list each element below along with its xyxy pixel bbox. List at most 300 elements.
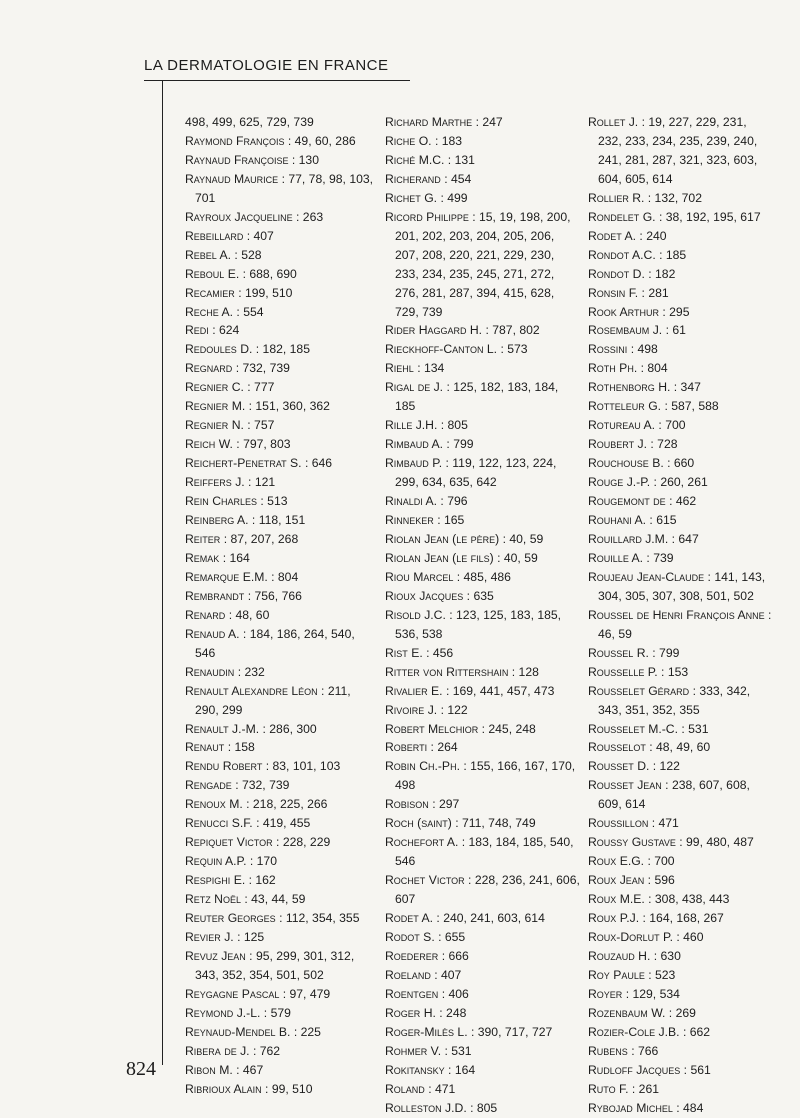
index-entry-pages: : 390, 717, 727 — [467, 1024, 553, 1039]
index-entry — [185, 113, 375, 132]
index-entry — [185, 985, 375, 1004]
index-entry — [588, 549, 773, 568]
index-entry — [588, 321, 773, 340]
index-entry-pages: : 228, 236, 241, 606, 607 — [395, 873, 580, 907]
index-entry-pages: : 662 — [679, 1024, 711, 1039]
index-entry-pages: : 624 — [208, 323, 240, 338]
index-entry — [588, 663, 773, 682]
index-entry-pages: : 467 — [232, 1062, 264, 1077]
index-entry-name: Repiquet Victor — [185, 835, 273, 850]
index-entry-name: Rembrandt — [185, 588, 245, 603]
index-entry-name: Rozenbaum W. — [588, 1005, 666, 1020]
index-entry — [385, 189, 580, 208]
index-entry-name: Rimbaud P. — [385, 456, 443, 471]
index-entry — [588, 720, 773, 739]
index-entry-pages: : 766 — [627, 1043, 659, 1058]
index-entry-pages: : 407 — [430, 967, 462, 982]
index-entry — [588, 606, 773, 644]
index-entry-pages: : 130 — [288, 152, 319, 167]
index-entry — [185, 1061, 375, 1080]
index-entry — [588, 189, 773, 208]
index-entry — [588, 1099, 773, 1118]
index-entry — [385, 530, 580, 549]
index-entry-pages: : 333, 342, 343, 351, 352, 355 — [598, 683, 751, 717]
index-entry-name: Riolan Jean (le père) — [385, 531, 500, 546]
index-entry — [385, 833, 580, 871]
index-entry — [185, 511, 375, 530]
index-entry-pages: : 281 — [638, 285, 669, 300]
index-entry-pages: : 46, 59 — [598, 607, 772, 641]
index-entry-pages: : 199, 510 — [234, 285, 293, 300]
index-entry-pages: : 182, 185 — [252, 342, 310, 357]
index-entry-pages: : 118, 151 — [248, 513, 306, 528]
index-entry-name: Roederer — [385, 948, 439, 963]
index-entry-pages: : 596 — [644, 873, 675, 888]
index-entry-pages: : 804 — [267, 569, 299, 584]
index-entry-name: Richet G. — [385, 190, 438, 205]
index-entry — [185, 454, 375, 473]
index-entry — [385, 151, 580, 170]
index-entry-pages: : 48, 49, 60 — [645, 740, 711, 755]
index-entry-name: Royer — [588, 986, 623, 1001]
index-entry — [588, 208, 773, 227]
index-entry — [185, 757, 375, 776]
index-entry-pages: : 660 — [663, 456, 695, 471]
index-entry-name: Roth Ph. — [588, 361, 638, 376]
index-entry-pages: : 218, 225, 266 — [242, 797, 328, 812]
index-entry-pages: : 484 — [672, 1100, 704, 1115]
index-entry-pages: : 184, 186, 264, 540, 546 — [195, 626, 355, 660]
index-entry-name: Rokitansky — [385, 1062, 445, 1077]
index-entry — [185, 625, 375, 663]
index-entry-name: Rousselet M.-C. — [588, 721, 678, 736]
index-entry — [185, 492, 375, 511]
index-entry-name: Rousselot — [588, 740, 646, 755]
index-column-1 — [185, 113, 375, 1099]
index-entry-pages: : 49, 60, 286 — [284, 133, 356, 148]
index-entry-name: Reymond J.-L. — [185, 1005, 261, 1020]
index-entry-pages: : 799 — [443, 437, 474, 452]
index-entry — [185, 833, 375, 852]
index-entry-name: Regnier N. — [185, 418, 244, 433]
index-entry-name: Requin A.P. — [185, 854, 247, 869]
index-entry — [385, 795, 580, 814]
page-number: 824 — [126, 1058, 156, 1080]
index-entry-name: Roentgen — [385, 986, 439, 1001]
index-entry-name: Ribon M. — [185, 1062, 233, 1077]
index-entry-name: Reynaud-Mendel B. — [185, 1024, 291, 1039]
index-entry — [588, 303, 773, 322]
index-entry-pages: : 471 — [648, 816, 679, 831]
index-entry-name: Renucci S.F. — [185, 816, 253, 831]
index-entry-name: Riché M.C. — [385, 152, 445, 167]
index-entry — [185, 1023, 375, 1042]
index-entry-name: Roussillon — [588, 816, 649, 831]
index-entry — [185, 738, 375, 757]
index-entry-name: Roger-Milès L. — [385, 1024, 468, 1039]
index-entry-pages: : 728 — [647, 437, 678, 452]
index-entry — [385, 871, 580, 909]
index-entry-pages: : 40, 59 — [499, 531, 544, 546]
index-entry-pages: : 228, 229 — [272, 835, 331, 850]
index-entry-name: Roussel R. — [588, 645, 649, 660]
index-entry-pages: : 286, 300 — [259, 721, 317, 736]
index-entry — [185, 473, 375, 492]
index-entry-pages: : 804 — [637, 361, 668, 376]
index-entry-name: Rondot D. — [588, 266, 645, 281]
index-entry — [385, 170, 580, 189]
index-entry-pages: : 269 — [665, 1005, 696, 1020]
index-entry-pages: : 170 — [246, 854, 277, 869]
index-entry-name: Renault J.-M. — [185, 721, 260, 736]
index-entry-pages: : 131 — [444, 152, 475, 167]
index-entry-pages: : 128 — [508, 664, 539, 679]
index-entry-name: Rolleston J.D. — [385, 1100, 467, 1115]
index-entry-name: Rondot A.C. — [588, 247, 656, 262]
index-entry-name: Robert Melchior — [385, 721, 479, 736]
index-entry — [185, 416, 375, 435]
index-entry-name: Rioux Jacques — [385, 588, 464, 603]
index-entry — [588, 985, 773, 1004]
index-entry — [385, 1099, 580, 1118]
index-entry-pages: : 19, 227, 229, 231, 232, 233, 234, 235, 239, 240, 241, 281, 287, 321, 323, 603, 604, 605, 614 — [598, 115, 758, 186]
index-entry-pages: : 238, 607, 608, 609, 614 — [598, 778, 750, 812]
index-entry — [588, 1042, 773, 1061]
index-entry-name: Rothenborg H. — [588, 380, 671, 395]
index-entry — [185, 435, 375, 454]
index-entry — [185, 1080, 375, 1099]
index-entry-name: Riehl — [385, 361, 414, 376]
index-entry-pages: : 297 — [428, 797, 460, 812]
index-entry-pages: : 125, 182, 183, 184, 185 — [395, 380, 559, 414]
index-entry-name: Remarque E.M. — [185, 569, 268, 584]
index-entry — [385, 416, 580, 435]
index-entry — [588, 530, 773, 549]
index-entry-pages: : 211, 290, 299 — [195, 683, 351, 717]
index-entry-name: Roeland — [385, 967, 431, 982]
index-entry — [385, 511, 580, 530]
index-entry-pages: : 183, 184, 185, 540, 546 — [395, 835, 574, 869]
index-entry — [385, 909, 580, 928]
index-entry-name: Remak — [185, 550, 220, 565]
index-entry-name: Rotureau A. — [588, 418, 656, 433]
index-entry-pages: : 263 — [292, 209, 324, 224]
index-entry-pages: : 308, 438, 443 — [644, 892, 730, 907]
index-entry-pages: : 182 — [644, 266, 676, 281]
index-entry-pages: : 248 — [435, 1005, 467, 1020]
index-entry-pages: : 260, 261 — [650, 475, 708, 490]
index-entry-name: Rivalier E. — [385, 683, 443, 698]
index-entry — [385, 928, 580, 947]
index-entry-pages: : 700 — [655, 418, 686, 433]
index-entry-pages: : 615 — [646, 513, 677, 528]
margin-rule — [162, 80, 163, 1065]
index-entry-pages: : 15, 19, 198, 200, 201, 202, 203, 204, 205, 206, 207, 208, 220, 221, 229, 230, 233, 234, 235, 245, 271, 272, 276, 281, 287, 394, 415, 628, 729, 739 — [395, 209, 571, 319]
index-entry-name: Rengade — [185, 778, 232, 793]
index-entry — [588, 284, 773, 303]
index-entry-pages: : 43, 44, 59 — [241, 892, 306, 907]
index-entry-name: Rollier R. — [588, 190, 645, 205]
index-entry-pages: : 122 — [649, 759, 680, 774]
index-entry-name: Ribera de J. — [185, 1043, 250, 1058]
index-entry-pages: : 756, 766 — [244, 588, 302, 603]
index-entry — [588, 1061, 773, 1080]
index-entry — [588, 833, 773, 852]
index-entry-name: Rebel A. — [185, 247, 232, 262]
index-entry — [385, 1080, 580, 1099]
index-entry — [588, 682, 773, 720]
index-entry-pages: : 561 — [680, 1062, 711, 1077]
index-entry — [185, 720, 375, 739]
index-entry — [185, 568, 375, 587]
index-entry-name: Rousselet Gérard — [588, 683, 690, 698]
index-entry — [588, 776, 773, 814]
index-entry-name: Roubert J. — [588, 437, 648, 452]
index-entry — [385, 1023, 580, 1042]
index-entry — [185, 265, 375, 284]
index-entry — [588, 1080, 773, 1099]
index-entry-pages: : 164, 168, 267 — [639, 911, 724, 926]
index-entry-pages: : 151, 360, 362 — [245, 399, 330, 414]
index-entry-name: Rozier-Cole J.B. — [588, 1024, 680, 1039]
index-entry-name: Rouchouse B. — [588, 456, 664, 471]
index-entry — [588, 435, 773, 454]
index-entry-name: Reich W. — [185, 437, 233, 452]
index-entry-pages: : 158 — [224, 740, 255, 755]
index-entry-pages: : 232 — [234, 664, 265, 679]
index-entry-pages: 498, 499, 625, 729, 739 — [185, 115, 314, 129]
index-entry — [185, 909, 375, 928]
index-entry-pages: : 225 — [290, 1024, 321, 1039]
index-entry — [185, 170, 375, 208]
index-entry-name: Rodet A. — [385, 911, 434, 926]
index-entry-pages: : 797, 803 — [232, 437, 291, 452]
index-entry-pages: : 498 — [627, 342, 658, 357]
index-entry-name: Raynaud Maurice — [185, 171, 279, 186]
index-entry-name: Rigal de J. — [385, 380, 444, 395]
index-entry-name: Rossini — [588, 342, 628, 357]
index-entry — [385, 435, 580, 454]
index-entry-pages: : 240 — [636, 228, 667, 243]
index-entry-name: Rebeillard — [185, 228, 244, 243]
index-entry-name: Reche A. — [185, 304, 234, 319]
index-entry-pages: : 40, 59 — [493, 550, 538, 565]
index-entry-name: Rohmer V. — [385, 1043, 442, 1058]
running-header-title: LA DERMATOLOGIE EN FRANCE — [144, 57, 389, 74]
index-entry-name: Roux E.G. — [588, 854, 645, 869]
index-entry-name: Rosembaum J. — [588, 323, 663, 338]
index-entry-name: Riou Marcel — [385, 569, 454, 584]
index-entry-name: Renaudin — [185, 664, 235, 679]
index-entry-pages: : 688, 690 — [239, 266, 297, 281]
index-entry — [185, 530, 375, 549]
index-entry-pages: : 155, 166, 167, 170, 498 — [395, 759, 576, 793]
index-entry-name: Reichert-Penetrat S. — [185, 456, 302, 471]
index-entry-name: Rider Haggard H. — [385, 323, 483, 338]
index-entry — [588, 890, 773, 909]
index-entry-name: Ribrioux Alain — [185, 1081, 262, 1096]
index-entry-name: Rudloff Jacques — [588, 1062, 681, 1077]
index-column-2 — [385, 113, 580, 1118]
index-entry — [385, 321, 580, 340]
index-entry — [185, 227, 375, 246]
index-entry-name: Rollet J. — [588, 115, 639, 129]
index-entry-pages: : 48, 60 — [225, 607, 270, 622]
index-entry-name: Rinneker — [385, 513, 434, 528]
index-entry — [588, 246, 773, 265]
index-entry-name: Renaut — [185, 740, 225, 755]
index-entry-name: Respighi E. — [185, 873, 246, 888]
index-entry — [185, 132, 375, 151]
index-entry-name: Rousset Jean — [588, 778, 662, 793]
index-entry-pages: : 123, 125, 183, 185, 536, 538 — [395, 607, 562, 641]
index-entry — [588, 1004, 773, 1023]
index-entry — [185, 587, 375, 606]
index-entry-pages: : 587, 588 — [661, 399, 719, 414]
index-entry — [185, 340, 375, 359]
index-entry-name: Robison — [385, 797, 429, 812]
index-entry — [385, 720, 580, 739]
index-entry-pages: : 666 — [438, 948, 469, 963]
index-entry-name: Robin Ch.-Ph. — [385, 759, 460, 774]
index-entry-name: Reygagne Pascal — [185, 986, 280, 1001]
index-entry-pages: : 419, 455 — [252, 816, 311, 831]
index-entry-name: Reuter Georges — [185, 911, 276, 926]
index-entry — [588, 265, 773, 284]
index-entry — [588, 492, 773, 511]
index-entry — [385, 359, 580, 378]
index-entry-pages: : 185 — [655, 247, 687, 262]
index-entry-name: Rivoire J. — [385, 702, 438, 717]
index-entry — [588, 397, 773, 416]
index-entry-name: Rousselle P. — [588, 664, 658, 679]
index-entry-name: Rondelet G. — [588, 209, 656, 224]
index-entry-name: Reinberg A. — [185, 513, 249, 528]
index-entry-pages: : 711, 748, 749 — [451, 816, 536, 831]
index-entry — [588, 227, 773, 246]
index-entry — [385, 1042, 580, 1061]
index-entry-pages: : 732, 739 — [232, 361, 290, 376]
index-entry-pages: : 122 — [437, 702, 468, 717]
index-entry-pages: : 141, 143, 304, 305, 307, 308, 501, 502 — [598, 569, 766, 603]
index-entry — [385, 814, 580, 833]
index-entry-pages: : 471 — [424, 1081, 456, 1096]
index-entry-name: Retz Noël — [185, 892, 241, 907]
index-entry-name: Roux-Dorlut P. — [588, 929, 673, 944]
index-entry-pages: : 169, 441, 457, 473 — [442, 683, 555, 698]
index-entry-name: Reiter — [185, 531, 221, 546]
index-entry-name: Rouge J.-P. — [588, 475, 651, 490]
index-entry-name: Rein Charles — [185, 494, 258, 509]
index-entry-name: Rouillard J.M. — [588, 531, 669, 546]
index-entry — [385, 985, 580, 1004]
index-entry-name: Rook Arthur — [588, 304, 659, 319]
index-entry — [588, 644, 773, 663]
index-entry-pages: : 787, 802 — [482, 323, 540, 338]
index-entry-name: Revuz Jean — [185, 948, 246, 963]
index-entry — [385, 682, 580, 701]
index-entry-pages: : 805 — [437, 418, 468, 433]
index-entry — [185, 663, 375, 682]
index-entry-name: Ritter von Rittershain — [385, 664, 509, 679]
index-entry — [185, 682, 375, 720]
index-entry-name: Ruto F. — [588, 1081, 629, 1096]
index-entry-name: Renault Alexandre Léon — [185, 683, 318, 698]
index-entry-pages: : 245, 248 — [478, 721, 536, 736]
index-entry-name: Reiffers J. — [185, 475, 245, 490]
index-entry — [588, 378, 773, 397]
index-entry-name: Roux M.E. — [588, 892, 645, 907]
index-entry-pages: : 732, 739 — [231, 778, 290, 793]
index-entry — [588, 738, 773, 757]
index-entry — [185, 947, 375, 985]
index-entry — [185, 1042, 375, 1061]
index-entry — [588, 113, 773, 189]
index-entry-name: Regnier C. — [185, 380, 244, 395]
index-entry-name: Raynaud Françoise — [185, 152, 289, 167]
index-entry-pages: : 121 — [244, 475, 276, 490]
index-entry-name: Rille J.H. — [385, 418, 438, 433]
index-entry — [185, 814, 375, 833]
index-entry-pages: : 87, 207, 268 — [220, 531, 299, 546]
index-entry-name: Redi — [185, 323, 209, 338]
index-entry — [588, 966, 773, 985]
index-entry — [385, 701, 580, 720]
index-entry-name: Roberti — [385, 740, 428, 755]
index-entry — [385, 1004, 580, 1023]
index-entry-pages: : 635 — [463, 588, 494, 603]
index-entry-pages: : 264 — [427, 740, 458, 755]
index-entry-pages: : 460 — [673, 929, 704, 944]
index-entry-name: Risold J.C. — [385, 607, 446, 622]
index-entry-name: Ronsin F. — [588, 285, 639, 300]
index-entry-name: Roux Jean — [588, 873, 645, 888]
index-entry-name: Ricord Philippe — [385, 209, 469, 224]
index-entry — [588, 454, 773, 473]
index-entry-pages: : 247 — [472, 115, 503, 129]
index-entry-name: Roussel de Henri François Anne — [588, 607, 765, 622]
index-entry — [185, 151, 375, 170]
index-entry-name: Roussy Gustave — [588, 835, 676, 850]
index-entry-name: Roy Paule — [588, 967, 645, 982]
index-entry — [185, 397, 375, 416]
index-entry-pages: : 407 — [243, 228, 274, 243]
index-entry — [185, 208, 375, 227]
index-entry — [385, 757, 580, 795]
index-entry — [385, 492, 580, 511]
index-entry — [385, 1061, 580, 1080]
index-entry — [385, 549, 580, 568]
index-entry-name: Rubens — [588, 1043, 628, 1058]
index-entry-pages: : 777 — [243, 380, 275, 395]
index-column-3 — [588, 113, 773, 1118]
index-entry — [185, 795, 375, 814]
index-entry-name: Rougemont de — [588, 494, 666, 509]
index-entry-pages: : 796 — [437, 494, 468, 509]
index-entry-name: Rotteleur G. — [588, 399, 662, 414]
index-entry-pages: : 456 — [422, 645, 454, 660]
index-entry — [385, 606, 580, 644]
index-entry-pages: : 162 — [245, 873, 276, 888]
index-entry-pages: : 134 — [413, 361, 445, 376]
index-entry-pages: : 757 — [243, 418, 275, 433]
index-entry-pages: : 630 — [650, 948, 681, 963]
index-entry-name: Rochefort A. — [385, 835, 459, 850]
index-entry — [588, 568, 773, 606]
index-entry — [385, 587, 580, 606]
index-entry — [185, 890, 375, 909]
header-rule — [144, 80, 410, 81]
